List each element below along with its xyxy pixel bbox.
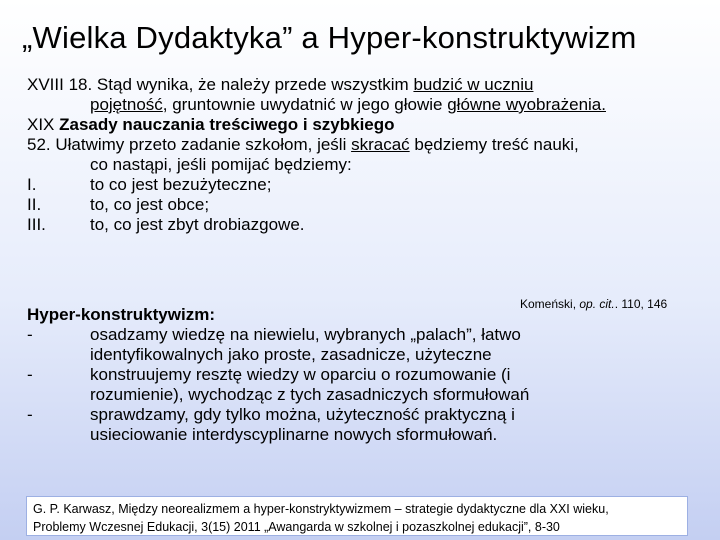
list-item — [27, 175, 707, 195]
quote-block — [27, 75, 707, 235]
bullet-line: sprawdzamy, gdy tylko można, użyteczność praktyczną i — [90, 405, 515, 424]
citation-author: Komeński, — [520, 297, 580, 311]
para-52-line-2: co nastąpi, jeśli pomijać będziemy: — [90, 155, 352, 174]
list-item — [27, 215, 707, 235]
heading-19 — [27, 115, 707, 135]
underlined-phrase: budzić w uczniu — [413, 75, 534, 94]
bullet-item — [27, 365, 707, 405]
bullet-text — [90, 405, 707, 445]
underlined-phrase: pojętność — [90, 95, 163, 114]
underlined-phrase: skracać — [351, 135, 410, 154]
reference-line-2: Problemy Wczesnej Edukacji, 3(15) 2011 „Awangarda w szkolnej i pozaszkolnej edukacji”, 8-30 — [33, 520, 560, 534]
list-text: to, co jest obce; — [90, 195, 210, 214]
para-52-lead: 52. Ułatwimy przeto zadanie szkołom, jeśli — [27, 135, 352, 154]
para-18-lead: XVIII 18. Stąd wynika, że należy przede wszystkim — [27, 75, 414, 94]
para-18-middle: , gruntownie uwydatnić w jego głowie — [162, 95, 448, 114]
list-marker: III. — [27, 215, 46, 234]
para-18-line-1 — [27, 75, 707, 95]
section-heading — [27, 305, 707, 325]
reference-footer — [26, 496, 688, 536]
underlined-phrase: główne wyobrażenia. — [447, 95, 606, 114]
citation-op-cit: op. cit. — [579, 297, 615, 311]
para-52-line-1 — [27, 135, 707, 155]
heading-19-text: Zasady nauczania treściwego i szybkiego — [59, 115, 395, 134]
list-marker: II. — [27, 195, 42, 214]
bullet-item — [27, 405, 707, 445]
list-text: to, co jest zbyt drobiazgowe. — [90, 215, 305, 234]
bullet-dash: - — [27, 325, 33, 344]
list-item — [27, 195, 707, 215]
bullet-line: konstruujemy resztę wiedzy w oparciu o rozumowanie (i — [90, 365, 511, 384]
bullet-item — [27, 325, 707, 365]
list-text: to co jest bezużyteczne; — [90, 175, 272, 194]
list-marker: I. — [27, 175, 37, 194]
bullet-line: usieciowanie interdyscyplinarne nowych sformułowań. — [90, 425, 498, 444]
bullet-line: identyfikowalnych jako proste, zasadnicze, użyteczne — [90, 345, 492, 364]
reference-line-1: G. P. Karwasz, Między neorealizmem a hyper-konstryktywizmem – strategie dydaktyczne dla XXI wieku, — [33, 502, 609, 516]
bullet-line: rozumienie), wychodząc z tych zasadniczych sformułowań — [90, 385, 530, 404]
heading-19-prefix: XIX — [27, 115, 60, 134]
hyper-constructivism-section — [27, 305, 707, 445]
para-18-line-2 — [27, 95, 707, 115]
bullet-dash: - — [27, 365, 33, 384]
para-52-tail: będziemy treść nauki, — [409, 135, 579, 154]
bullet-text — [90, 365, 707, 405]
bullet-line: osadzamy wiedzę na niewielu, wybranych „palach”, łatwo — [90, 325, 521, 344]
citation-pages: . 110, 146 — [614, 297, 668, 311]
bullet-dash: - — [27, 405, 33, 424]
slide-title: „Wielka Dydaktyka” a Hyper-konstruktywizm — [22, 20, 637, 55]
section-heading-text: Hyper-konstruktywizm: — [27, 305, 215, 324]
bullet-text — [90, 325, 707, 365]
